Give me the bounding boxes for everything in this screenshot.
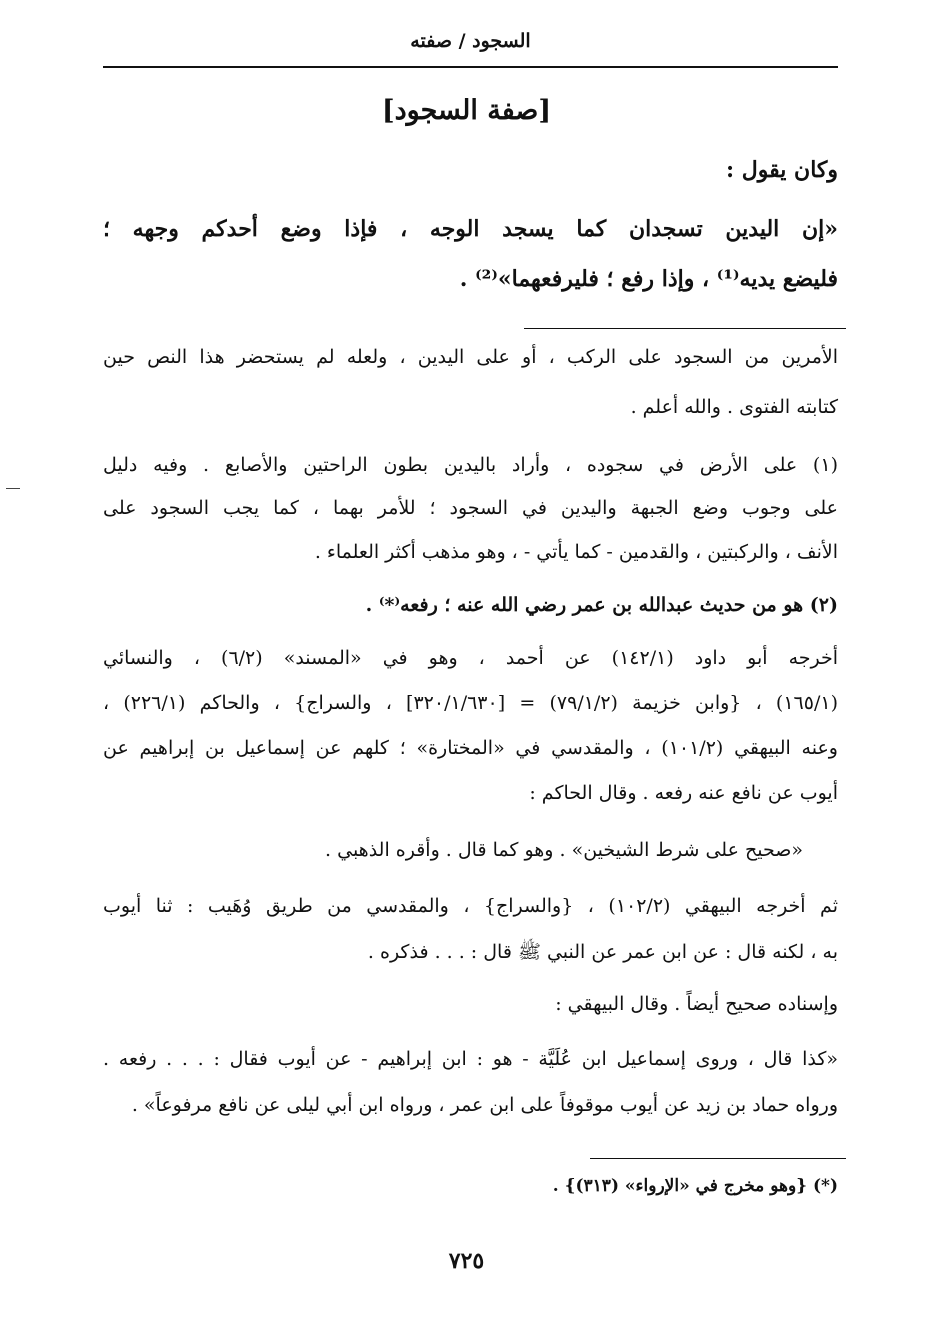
takhrij-line: وعنه البيهقي (١٠١/٢) ، والمقدسي في «المختارة» ؛ كلهم عن إسماعيل بن إبراهيم عن — [103, 737, 838, 759]
takhrij-line: أيوب عن نافع عنه رفعه . وقال الحاكم : — [529, 782, 838, 804]
takhrij-line: أخرجه أبو داود (١٤٢/١) عن أحمد ، وهو في «المسند» (٦/٢) ، والنسائي — [103, 647, 839, 669]
takhrij-line: (١٦٥/١) ، {وابن خزيمة (٧٩/١/٢) = [٣٢٠/١/٦٣٠] ، والسراج} ، والحاكم (٢٢٦/١) ، — [103, 692, 838, 714]
bayhaqi-line: ثم أخرجه البيهقي (١٠٢/٢) ، {والسراج} ، والمقدسي من طريق وُهَيب : ثنا أيوب — [103, 895, 838, 917]
star-note-separator — [590, 1158, 846, 1159]
section-title: [صفة السجود] — [381, 95, 552, 126]
footnote-separator — [524, 328, 846, 329]
header-rule — [103, 66, 838, 68]
bayhaqi-quote-line: «كذا قال ، وروى إسماعيل ابن عُلَيَّة - هو : ابن إبراهيم - عن أيوب فقال : . . . رفعه . — [103, 1048, 838, 1070]
margin-mark — [6, 488, 20, 489]
footnote-1-line: الأنف ، والركبتين ، والقدمين - كما يأتي - ، وهو مذهب أكثر العلماء . — [314, 541, 838, 563]
hakim-quote: «صحيح على شرط الشيخين» . وهو كما قال . وأقره الذهبي . — [325, 839, 803, 861]
footnote-continuation-line: الأمرين من السجود على الركب ، أو على اليدين ، ولعله لم يستحضر هذا النص حين — [103, 346, 838, 368]
bayhaqi-line: به ، لكنه قال : عن ابن عمر عن النبي ﷺ قال : . . . فذكره . — [367, 941, 838, 963]
footnote-1-line: على وجوب وضع الجبهة واليدين في السجود ؛ للأمر بهما ، كما يجب السجود على — [103, 497, 838, 519]
star-note: (*) {وهو مخرج في «الإرواء» (٣١٣)} . — [552, 1176, 838, 1196]
bayhaqi-quote-line: ورواه حماد بن زيد عن أيوب موقوفاً على ابن عمر ، ورواه ابن أبي ليلى عن نافع مرفوعاً» . — [131, 1094, 838, 1116]
hadith-line: «إن اليدين تسجدان كما يسجد الوجه ، فإذا وضع أحدكم وجهه ؛ — [103, 216, 838, 242]
page-number: ٧٢٥ — [448, 1248, 485, 1274]
footnote-2-line: (٢) هو من حديث عبدالله بن عمر رضي الله عنه ؛ رفعه⁽*⁾ . — [365, 594, 838, 616]
intro-text: وكان يقول : — [726, 157, 838, 183]
isnad-line: وإسناده صحيح أيضاً . وقال البيهقي : — [555, 993, 838, 1015]
footnote-continuation-line: كتابته الفتوى . والله أعلم . — [630, 396, 838, 418]
footnote-1-line: (١) على الأرض في سجوده ، وأراد باليدين بطون الراحتين والأصابع . وفيه دليل — [103, 454, 838, 476]
running-header: السجود / صفته — [410, 30, 531, 52]
hadith-line: فليضع يديه⁽¹⁾ ، وإذا رفع ؛ فليرفعهما»⁽²⁾ . — [459, 266, 838, 292]
